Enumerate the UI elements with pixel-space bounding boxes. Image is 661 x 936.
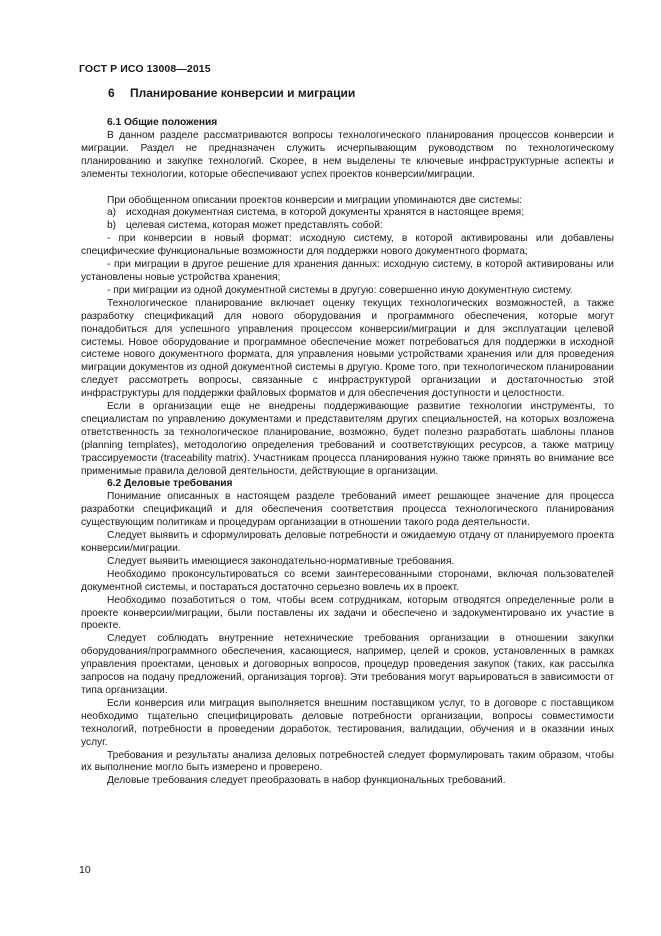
paragraph: Необходимо позаботиться о том, чтобы всем сотрудникам, которым отводятся определенные роли в проекте конверсии/миграции, были поставлены их задачи и обеспечено и задокументировано их участие в проекте. [81, 594, 614, 632]
section-title: Планирование конверсии и миграции [130, 86, 356, 100]
paragraph: Требования и результаты анализа деловых потребностей следует формулировать таким образом, чтобы их выполнение могло быть измерено и проверено. [81, 749, 614, 774]
spacer [81, 182, 614, 195]
dash-item: - при миграции в другое решение для хранения данных: исходную систему, в которой активированы или установлены новые устройства хранения; [81, 259, 614, 283]
list-marker: b) [107, 220, 117, 232]
section-heading [108, 86, 614, 100]
list-item-b [81, 220, 614, 233]
paragraph: Технологическое планирование включает оценку текущих технологических возможностей, а также разработку спецификаций для нового оборудования и программного обеспечения, которые могут понадобиться для успешного управления процессом конверсии/миграции и для эксплуатации целевой системы. Новое оборудование и программное обеспечение может потребоваться для поддержки в исходной системе нового документного формата, для управления новыми устройствами хранения или для проведения миграции документов из одной документной системы в другую. Кроме того, при технологическом планировании следует рассмотреть вопросы, связанные с инфраструктурой организации и достаточностью этой инфраструктуры для поддержки файловых форматов и для обеспечения доступности и целостности. [81, 297, 614, 400]
dash-item: - при конверсии в новый формат: исходную систему, в которой активированы или добавлены специфические функциональные возможности для поддержки нового документного формата; [81, 233, 614, 258]
list-item-a [81, 207, 614, 220]
page-number: 10 [79, 864, 91, 876]
list-marker: a) [107, 207, 117, 219]
paragraph: Следует выявить имеющиеся законодательно-нормативные требования. [107, 555, 455, 567]
subsection-6-1-title: 6.1 Общие положения [107, 117, 218, 128]
paragraph: Следует выявить и сформулировать деловые потребности и ожидаемую отдачу от планируемого проекта конверсии/миграции. [81, 530, 614, 554]
section-number: 6 [108, 86, 115, 100]
paragraph: Если конверсия или миграция выполняется внешним поставщиком услуг, то в договоре с поставщиком необходимо тщательно специфицировать деловые потребности организации, вопросы совместимости технологий, потребности в проведении доработок, тестирования, валидации, обучения и в оказании иных услуг. [81, 697, 614, 748]
paragraph: Деловые требования следует преобразовать в набор функциональных требований. [107, 775, 506, 787]
paragraph: При обобщенном описании проектов конверсии и миграции упоминаются две системы: [107, 194, 522, 206]
list-item-text: исходная документная система, в которой документы хранятся в настоящее время; [126, 207, 525, 219]
subsection-6-2-title: 6.2 Деловые требования [107, 478, 233, 490]
paragraph: Необходимо проконсультироваться со всеми заинтересованными сторонами, включая пользователей документной системы, и постараться достаточно серьезно вовлечь их в проект. [81, 568, 614, 593]
paragraph: В данном разделе рассматриваются вопросы технологического планирования процессов конверсии и миграции. Раздел не предназначен служить исчерпывающим руководством по технологическому планированию и закупке технологий. Скорее, в нем выделены те ключевые инфраструктурные аспекты и элементы технологии, которые обеспечивают успех проектов конверсии/миграции. [81, 129, 614, 180]
paragraph: Если в организации еще не внедрены поддерживающие развитие технологии инструменты, то специалистам по управлению документами и представителям других специальностей, на которых возложена ответственность за технологическое планирование, возможно, будет полезно разработать шаблоны планов (planning templates), методологию определения требований и соответствующих ресурсов, а также матрицу трассируемости (traceability matrix). Участникам процесса планирования нужно также принять во внимание все применимые правила деловой деятельности, действующие в организации. [81, 401, 614, 477]
dash-item: - при миграции из одной документной системы в другую: совершенно иную документную систему. [107, 284, 573, 296]
list-item-text: целевая система, которая может представлять собой: [126, 220, 383, 232]
paragraph: Понимание описанных в настоящем разделе требований имеет решающее значение для процесса разработки спецификаций и для обеспечения соответствия процесса технологического планирования существующим политикам и процедурам организации в отношении такого рода деятельности. [81, 491, 614, 529]
document-code-header: ГОСТ Р ИСО 13008—2015 [79, 63, 211, 75]
paragraph: Следует соблюдать внутренние нетехнические требования организации в отношении закупки оборудования/программного обеспечения, касающиеся, например, целей и сроков, установленных в рамках управления проектами, ценовых и договорных вопросов, процедур проведения закупок (таких, как рассылка запросов на подачу предложений, организация торгов). Эти требования могут варьироваться в зависимости от типа организации. [81, 633, 614, 696]
page-content [81, 86, 614, 788]
